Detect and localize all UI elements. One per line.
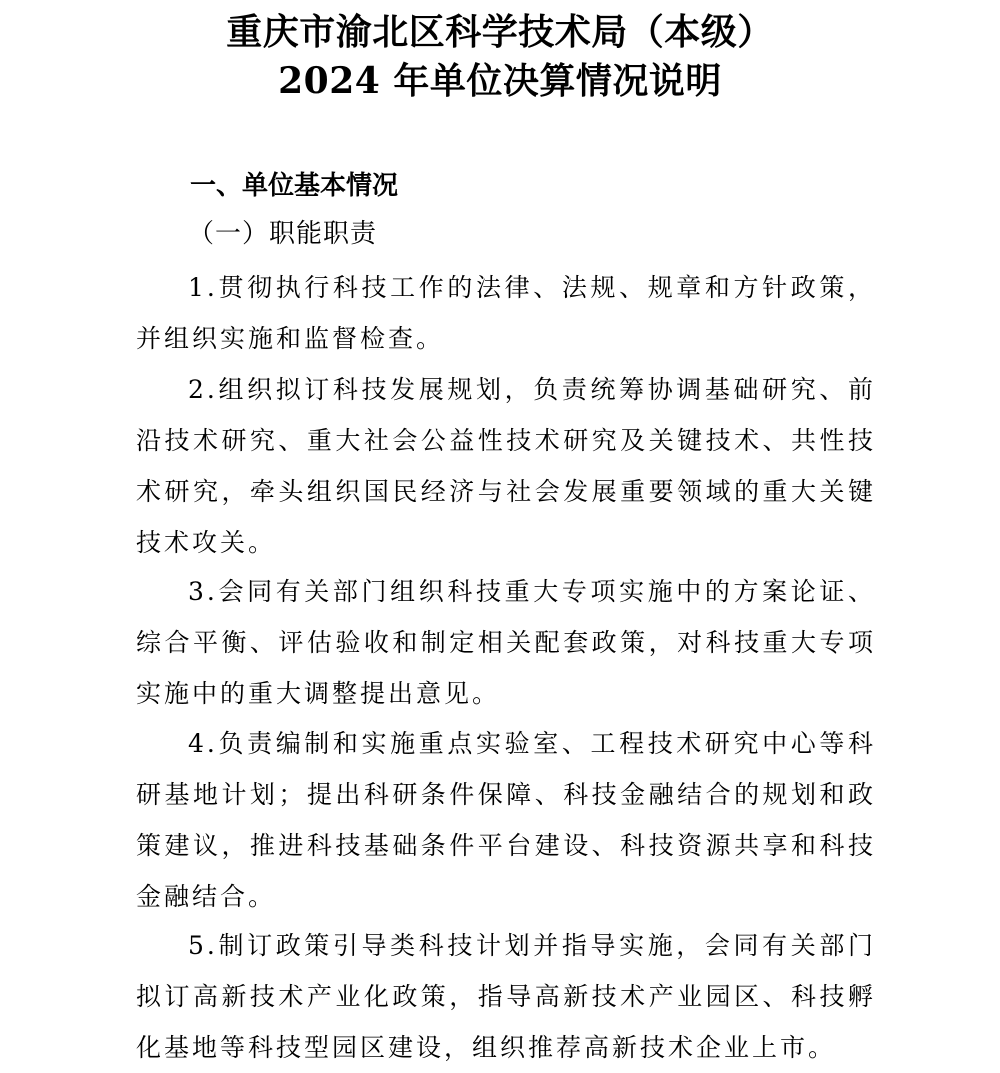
document-title-line-2: 2024 年单位决算情况说明 bbox=[278, 60, 722, 102]
subsection-heading-functions: （一）职能职责 bbox=[188, 219, 378, 249]
paragraph-function-5: 5.制订政策引导类科技计划并指导实施，会同有关部门拟订高新技术产业化政策，指导高新技术产业园区、科技孵化基地等科技型园区建设，组织推荐高新技术企业上市。 bbox=[136, 931, 876, 1062]
document-title-line-1: 重庆市渝北区科学技术局（本级） bbox=[226, 11, 774, 53]
paragraph-function-4: 4.负责编制和实施重点实验室、工程技术研究中心等科研基地计划；提出科研条件保障、科技金融结合的规划和政策建议，推进科技基础条件平台建设、科技资源共享和科技金融结合。 bbox=[136, 729, 876, 911]
paragraph-function-3: 3.会同有关部门组织科技重大专项实施中的方案论证、综合平衡、评估验收和制定相关配套政策，对科技重大专项实施中的重大调整提出意见。 bbox=[136, 577, 876, 708]
section-heading-basic-info: 一、单位基本情况 bbox=[190, 171, 399, 201]
paragraph-function-2: 2.组织拟订科技发展规划，负责统筹协调基础研究、前沿技术研究、重大社会公益性技术研究及关键技术、共性技术研究，牵头组织国民经济与社会发展重要领域的重大关键技术攻关。 bbox=[136, 375, 876, 557]
paragraph-function-1: 1.贯彻执行科技工作的法律、法规、规章和方针政策，并组织实施和监督检查。 bbox=[136, 273, 876, 353]
